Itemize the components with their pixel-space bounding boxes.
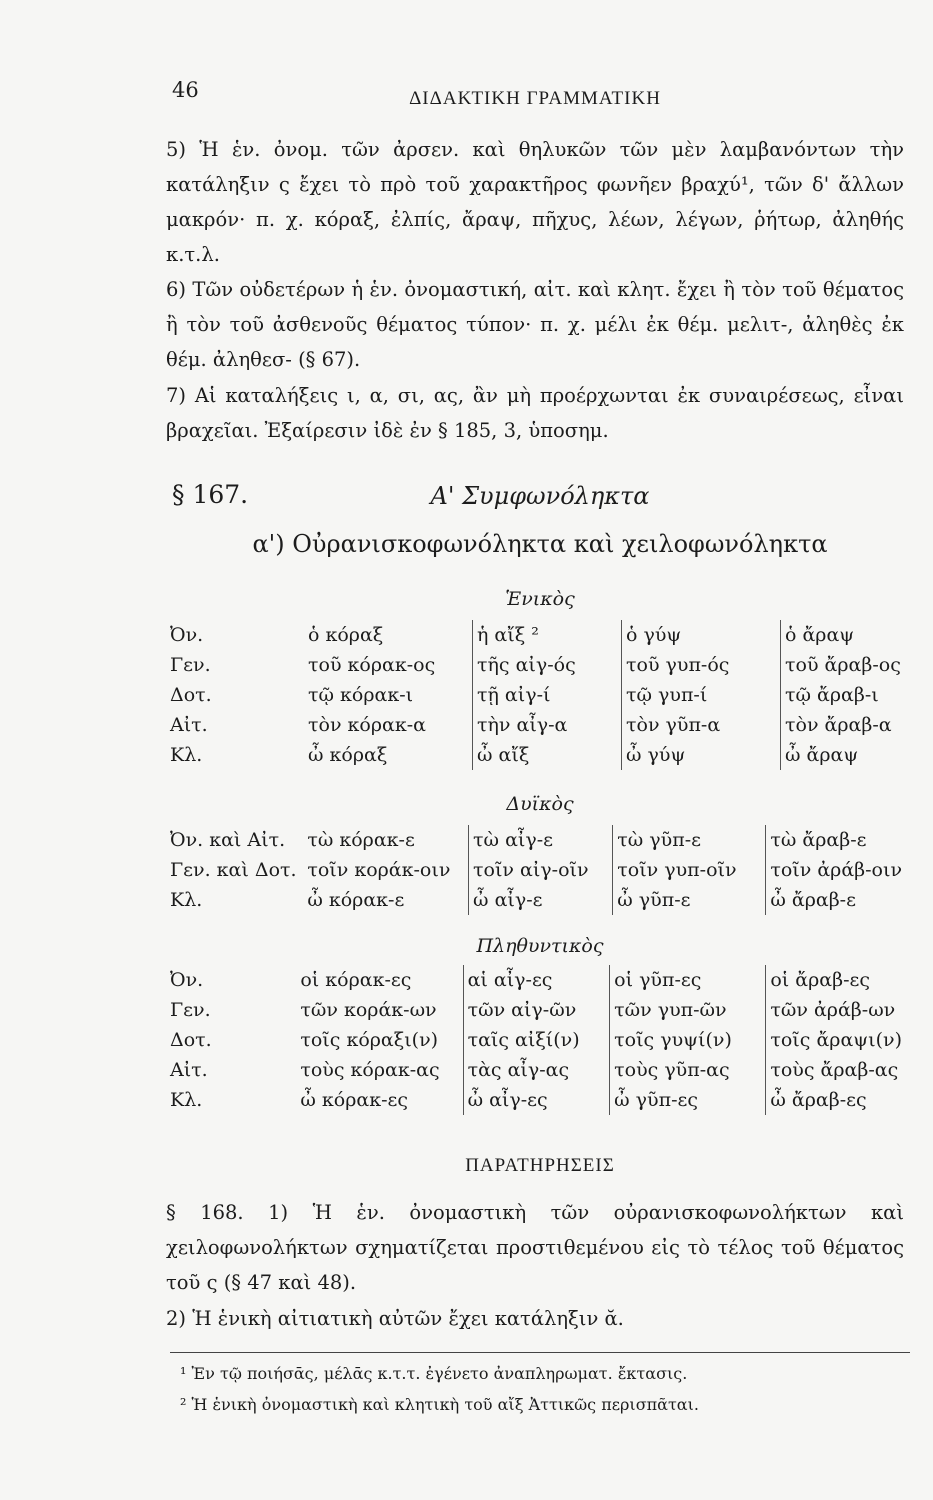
declension-form: ὦ κόρακ-ε bbox=[307, 889, 405, 911]
case-label: Κλ. bbox=[170, 744, 203, 766]
dual-row bbox=[166, 885, 906, 915]
declension-form: τὴν αἶγ-α bbox=[473, 710, 622, 740]
declension-form: ὁ κόραξ bbox=[308, 624, 384, 646]
declension-form: τὰς αἶγ-ας bbox=[463, 1055, 610, 1085]
case-label: Δοτ. bbox=[170, 684, 212, 706]
declension-form: τοῖν κοράκ-οιν bbox=[307, 859, 451, 881]
declension-form: ταῖς αἰξί(ν) bbox=[463, 1025, 610, 1055]
section-subtitle: α') Οὐρανισκοφωνόληκτα καὶ χειλοφωνόληκτα bbox=[252, 530, 828, 558]
declension-form: τοῖν αἰγ-οῖν bbox=[469, 855, 613, 885]
declension-form: οἱ γῦπ-ες bbox=[610, 965, 766, 995]
declension-form: τῶν κοράκ-ων bbox=[300, 999, 437, 1021]
footnote-1: ¹ Ἐν τῷ ποιήσᾱς, μέλᾱς κ.τ.τ. ἐγένετο ἀναπληρωματ. ἔκτασις. bbox=[180, 1364, 688, 1383]
declension-form: ὦ ἄραβ-ες bbox=[766, 1085, 906, 1115]
case-label: Αἰτ. bbox=[170, 1059, 208, 1081]
declension-form: ὦ κόραξ bbox=[308, 744, 388, 766]
case-label: Γεν. bbox=[170, 999, 211, 1021]
footnote-rule bbox=[170, 1352, 910, 1353]
declension-form: τοὺς κόρακ-ας bbox=[300, 1059, 440, 1081]
declension-form: τὼ ἄραβ-ε bbox=[766, 825, 906, 855]
declension-form: τῷ κόρακ-ι bbox=[308, 684, 414, 706]
plural-row bbox=[166, 1085, 906, 1115]
declension-form: οἱ ἄραβ-ες bbox=[766, 965, 906, 995]
declension-form: τὸν ἄραβ-α bbox=[781, 710, 907, 740]
notes-title: ΠΑΡΑΤΗΡΗΣΕΙΣ bbox=[465, 1155, 615, 1176]
dual-row bbox=[166, 825, 906, 855]
declension-form: τοῦ γυπ-ός bbox=[622, 650, 781, 680]
case-label: Αἰτ. bbox=[170, 714, 208, 736]
declension-form: αἱ αἶγ-ες bbox=[463, 965, 610, 995]
declension-form: ὦ αἶγ-ε bbox=[469, 885, 613, 915]
page-number: 46 bbox=[172, 78, 199, 102]
declension-form: τοῖν γυπ-οῖν bbox=[613, 855, 766, 885]
declension-form: ὦ γῦπ-ες bbox=[610, 1085, 766, 1115]
declension-form: τῷ γυπ-ί bbox=[622, 680, 781, 710]
declension-form: τοῖς ἄραψι(ν) bbox=[766, 1025, 906, 1055]
declension-form: τοῖς γυψί(ν) bbox=[610, 1025, 766, 1055]
declension-form: ὦ ἄραψ bbox=[781, 740, 907, 770]
declension-form: τῇ αἰγ-ί bbox=[473, 680, 622, 710]
singular-row bbox=[166, 620, 906, 650]
case-label: Ὀν. καὶ Αἰτ. bbox=[170, 829, 286, 851]
declension-form: τοὺς ἄραβ-ας bbox=[766, 1055, 906, 1085]
declension-form: ὦ γῦπ-ε bbox=[613, 885, 766, 915]
dual-row bbox=[166, 855, 906, 885]
singular-label: Ἑνικὸς bbox=[505, 588, 575, 610]
singular-table bbox=[166, 620, 906, 770]
declension-form: οἱ κόρακ-ες bbox=[300, 969, 412, 991]
declension-form: τοὺς γῦπ-ας bbox=[610, 1055, 766, 1085]
declension-form: τῶν ἀράβ-ων bbox=[766, 995, 906, 1025]
singular-row bbox=[166, 650, 906, 680]
declension-form: ὁ γύψ bbox=[622, 620, 781, 650]
section-title: Α' Συμφωνόληκτα bbox=[430, 482, 650, 510]
case-label: Ὀν. bbox=[170, 624, 204, 646]
plural-row bbox=[166, 965, 906, 995]
declension-form: ὁ ἄραψ bbox=[781, 620, 907, 650]
note-168-paragraph: § 168. 1) Ἡ ἑν. ὀνομαστικὴ τῶν οὐρανισκοφωνολήκτων καὶ χειλοφωνολήκτων σχηματίζεται προστιθεμένου εἰς τὸ τέλος τοῦ θέματος τοῦ ς (§ 47 καὶ 48). bbox=[166, 1201, 904, 1294]
dual-label: Δυϊκὸς bbox=[506, 793, 574, 815]
declension-form: τοῖν ἀράβ-οιν bbox=[766, 855, 906, 885]
rule-6-paragraph: 6) Τῶν οὐδετέρων ἡ ἑν. ὀνομαστική, αἰτ. καὶ κλητ. ἔχει ἢ τὸν τοῦ θέματος ἢ τὸν τοῦ ἀσθενοῦς θέματος τύπον· π. χ. μέλι ἐκ θέμ. μελιτ-, ἀληθὲς ἐκ θέμ. ἀληθεσ- (§ 67). bbox=[166, 278, 904, 371]
plural-row bbox=[166, 995, 906, 1025]
rule-7-paragraph: 7) Αἱ καταλήξεις ι, α, σι, ας, ἂν μὴ προέρχωνται ἐκ συναιρέσεως, εἶναι βραχεῖαι. Ἐξαίρεσιν ἰδὲ ἐν § 185, 3, ὑποσημ. bbox=[166, 384, 904, 442]
page-header bbox=[170, 78, 900, 108]
case-label: Κλ. bbox=[170, 1089, 203, 1111]
declension-form: τὼ κόρακ-ε bbox=[307, 829, 415, 851]
declension-form: τοῦ κόρακ-ος bbox=[308, 654, 436, 676]
declension-form: τὼ αἶγ-ε bbox=[469, 825, 613, 855]
declension-form: τοῖς κόραξι(ν) bbox=[300, 1029, 439, 1051]
declension-form: ὦ ἄραβ-ε bbox=[766, 885, 906, 915]
declension-form: τῷ ἄραβ-ι bbox=[781, 680, 907, 710]
plural-row bbox=[166, 1055, 906, 1085]
note-2-paragraph: 2) Ἡ ἑνικὴ αἰτιατικὴ αὐτῶν ἔχει κατάληξιν ᾰ. bbox=[166, 1307, 624, 1330]
declension-form: ὦ γύψ bbox=[622, 740, 781, 770]
singular-row bbox=[166, 710, 906, 740]
case-label: Γεν. bbox=[170, 654, 211, 676]
plural-label: Πληθυντικὸς bbox=[476, 935, 604, 957]
declension-form: τῶν αἰγ-ῶν bbox=[463, 995, 610, 1025]
dual-table bbox=[166, 825, 906, 915]
declension-form: ὦ αἴξ bbox=[473, 740, 622, 770]
singular-row bbox=[166, 740, 906, 770]
plural-row bbox=[166, 1025, 906, 1055]
declension-form: ὦ κόρακ-ες bbox=[300, 1089, 408, 1111]
declension-form: τῶν γυπ-ῶν bbox=[610, 995, 766, 1025]
singular-row bbox=[166, 680, 906, 710]
case-label: Κλ. bbox=[170, 889, 203, 911]
declension-form: ἡ αἴξ ² bbox=[473, 620, 622, 650]
declension-form: τῆς αἰγ-ός bbox=[473, 650, 622, 680]
footnote-2: ² Ἡ ἑνικὴ ὀνομαστικὴ καὶ κλητικὴ τοῦ αἴξ Ἀττικῶς περισπᾶται. bbox=[180, 1395, 699, 1414]
declension-form: τὼ γῦπ-ε bbox=[613, 825, 766, 855]
case-label: Ὀν. bbox=[170, 969, 204, 991]
case-label: Δοτ. bbox=[170, 1029, 212, 1051]
declension-form: τοῦ ἄραβ-ος bbox=[781, 650, 907, 680]
rule-5-paragraph: 5) Ἡ ἑν. ὀνομ. τῶν ἀρσεν. καὶ θηλυκῶν τῶν μὲν λαμβανόντων τὴν κατάληξιν ς ἔχει τὸ πρὸ τοῦ χαρακτῆρος φωνῆεν βραχύ¹, τῶν δ' ἄλλων μακρόν· π. χ. κόραξ, ἐλπίς, ἄραψ, πῆχυς, λέων, λέγων, ῥήτωρ, ἀληθής κ.τ.λ. bbox=[166, 138, 904, 266]
section-number: § 167. bbox=[172, 480, 249, 509]
case-label: Γεν. καὶ Δοτ. bbox=[170, 859, 297, 881]
running-head: ΔΙΔΑΚΤΙΚΗ ΓΡΑΜΜΑΤΙΚΗ bbox=[409, 88, 661, 109]
plural-table bbox=[166, 965, 906, 1115]
declension-form: ὦ αἶγ-ες bbox=[463, 1085, 610, 1115]
declension-form: τὸν κόρακ-α bbox=[308, 714, 426, 736]
declension-form: τὸν γῦπ-α bbox=[622, 710, 781, 740]
